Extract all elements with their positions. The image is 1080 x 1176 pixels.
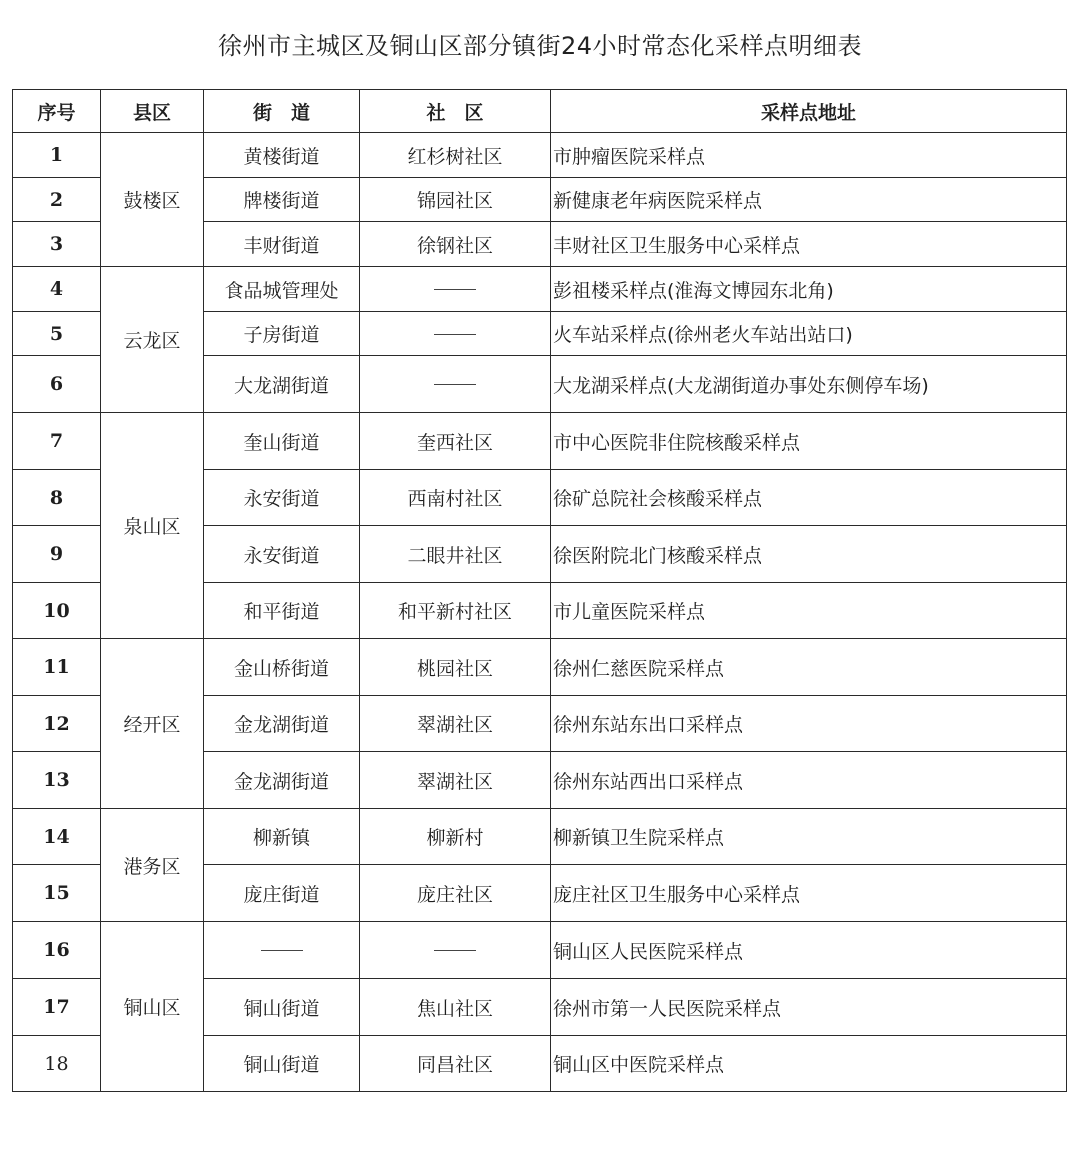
row-index: 14	[13, 809, 101, 865]
street-cell: 奎山街道	[204, 413, 360, 470]
community-cell: 翠湖社区	[360, 696, 551, 752]
community-cell: 柳新村	[360, 809, 551, 865]
row-index: 8	[13, 470, 101, 526]
community-cell	[360, 312, 551, 356]
row-index: 5	[13, 312, 101, 356]
row-index: 10	[13, 583, 101, 639]
street-cell: 铜山街道	[204, 1036, 360, 1092]
empty-dash	[434, 950, 476, 951]
address-cell: 彭祖楼采样点(淮海文博园东北角)	[551, 267, 1067, 312]
district-cell: 港务区	[101, 809, 204, 922]
row-index: 4	[13, 267, 101, 312]
address-cell: 新健康老年病医院采样点	[551, 178, 1067, 222]
address-cell: 庞庄社区卫生服务中心采样点	[551, 865, 1067, 922]
address-cell: 铜山区人民医院采样点	[551, 922, 1067, 979]
address-cell: 市儿童医院采样点	[551, 583, 1067, 639]
community-cell: 翠湖社区	[360, 752, 551, 809]
community-cell: 和平新村社区	[360, 583, 551, 639]
community-cell: 徐钢社区	[360, 222, 551, 267]
address-cell: 徐矿总院社会核酸采样点	[551, 470, 1067, 526]
empty-dash	[434, 334, 476, 335]
community-cell	[360, 922, 551, 979]
row-index: 1	[13, 133, 101, 178]
empty-dash	[434, 384, 476, 385]
street-cell: 庞庄街道	[204, 865, 360, 922]
community-cell: 红杉树社区	[360, 133, 551, 178]
district-cell: 云龙区	[101, 267, 204, 413]
address-cell: 大龙湖采样点(大龙湖街道办事处东侧停车场)	[551, 356, 1067, 413]
street-cell: 食品城管理处	[204, 267, 360, 312]
empty-dash	[434, 289, 476, 290]
community-cell: 庞庄社区	[360, 865, 551, 922]
address-cell: 徐州仁慈医院采样点	[551, 639, 1067, 696]
table-row	[13, 639, 1067, 696]
row-index: 9	[13, 526, 101, 583]
street-cell: 子房街道	[204, 312, 360, 356]
address-cell: 徐州东站东出口采样点	[551, 696, 1067, 752]
table-header-row	[13, 90, 1067, 133]
header-district: 县区	[101, 90, 204, 133]
address-cell: 徐州市第一人民医院采样点	[551, 979, 1067, 1036]
street-cell: 和平街道	[204, 583, 360, 639]
street-cell: 柳新镇	[204, 809, 360, 865]
community-cell: 桃园社区	[360, 639, 551, 696]
row-index: 12	[13, 696, 101, 752]
header-street: 街 道	[204, 90, 360, 133]
address-cell: 丰财社区卫生服务中心采样点	[551, 222, 1067, 267]
empty-dash	[261, 950, 303, 951]
address-cell: 火车站采样点(徐州老火车站出站口)	[551, 312, 1067, 356]
street-cell: 永安街道	[204, 526, 360, 583]
page-title: 徐州市主城区及铜山区部分镇街24小时常态化采样点明细表	[217, 32, 863, 60]
table-row	[13, 413, 1067, 470]
sampling-sites-table	[12, 89, 1067, 1092]
row-index: 15	[13, 865, 101, 922]
row-index: 3	[13, 222, 101, 267]
row-index: 11	[13, 639, 101, 696]
community-cell: 锦园社区	[360, 178, 551, 222]
street-cell: 黄楼街道	[204, 133, 360, 178]
street-cell: 大龙湖街道	[204, 356, 360, 413]
community-cell: 奎西社区	[360, 413, 551, 470]
district-cell: 铜山区	[101, 922, 204, 1092]
row-index: 17	[13, 979, 101, 1036]
table-row	[13, 809, 1067, 865]
community-cell: 同昌社区	[360, 1036, 551, 1092]
address-cell: 市肿瘤医院采样点	[551, 133, 1067, 178]
address-cell: 徐州东站西出口采样点	[551, 752, 1067, 809]
header-address: 采样点地址	[551, 90, 1067, 133]
street-cell: 丰财街道	[204, 222, 360, 267]
street-cell: 金龙湖街道	[204, 696, 360, 752]
address-cell: 柳新镇卫生院采样点	[551, 809, 1067, 865]
street-cell	[204, 922, 360, 979]
street-cell: 铜山街道	[204, 979, 360, 1036]
address-cell: 铜山区中医院采样点	[551, 1036, 1067, 1092]
district-cell: 泉山区	[101, 413, 204, 639]
header-community: 社 区	[360, 90, 551, 133]
row-index: 7	[13, 413, 101, 470]
community-cell: 焦山社区	[360, 979, 551, 1036]
community-cell: 二眼井社区	[360, 526, 551, 583]
street-cell: 牌楼街道	[204, 178, 360, 222]
row-index: 16	[13, 922, 101, 979]
row-index: 6	[13, 356, 101, 413]
row-index: 18	[13, 1036, 101, 1092]
district-cell: 鼓楼区	[101, 133, 204, 267]
street-cell: 金龙湖街道	[204, 752, 360, 809]
address-cell: 徐医附院北门核酸采样点	[551, 526, 1067, 583]
district-cell: 经开区	[101, 639, 204, 809]
table-row	[13, 133, 1067, 178]
header-index: 序号	[13, 90, 101, 133]
table-row	[13, 267, 1067, 312]
street-cell: 金山桥街道	[204, 639, 360, 696]
table-body	[13, 133, 1067, 1092]
table-row	[13, 922, 1067, 979]
row-index: 13	[13, 752, 101, 809]
community-cell	[360, 356, 551, 413]
row-index: 2	[13, 178, 101, 222]
address-cell: 市中心医院非住院核酸采样点	[551, 413, 1067, 470]
street-cell: 永安街道	[204, 470, 360, 526]
community-cell: 西南村社区	[360, 470, 551, 526]
community-cell	[360, 267, 551, 312]
